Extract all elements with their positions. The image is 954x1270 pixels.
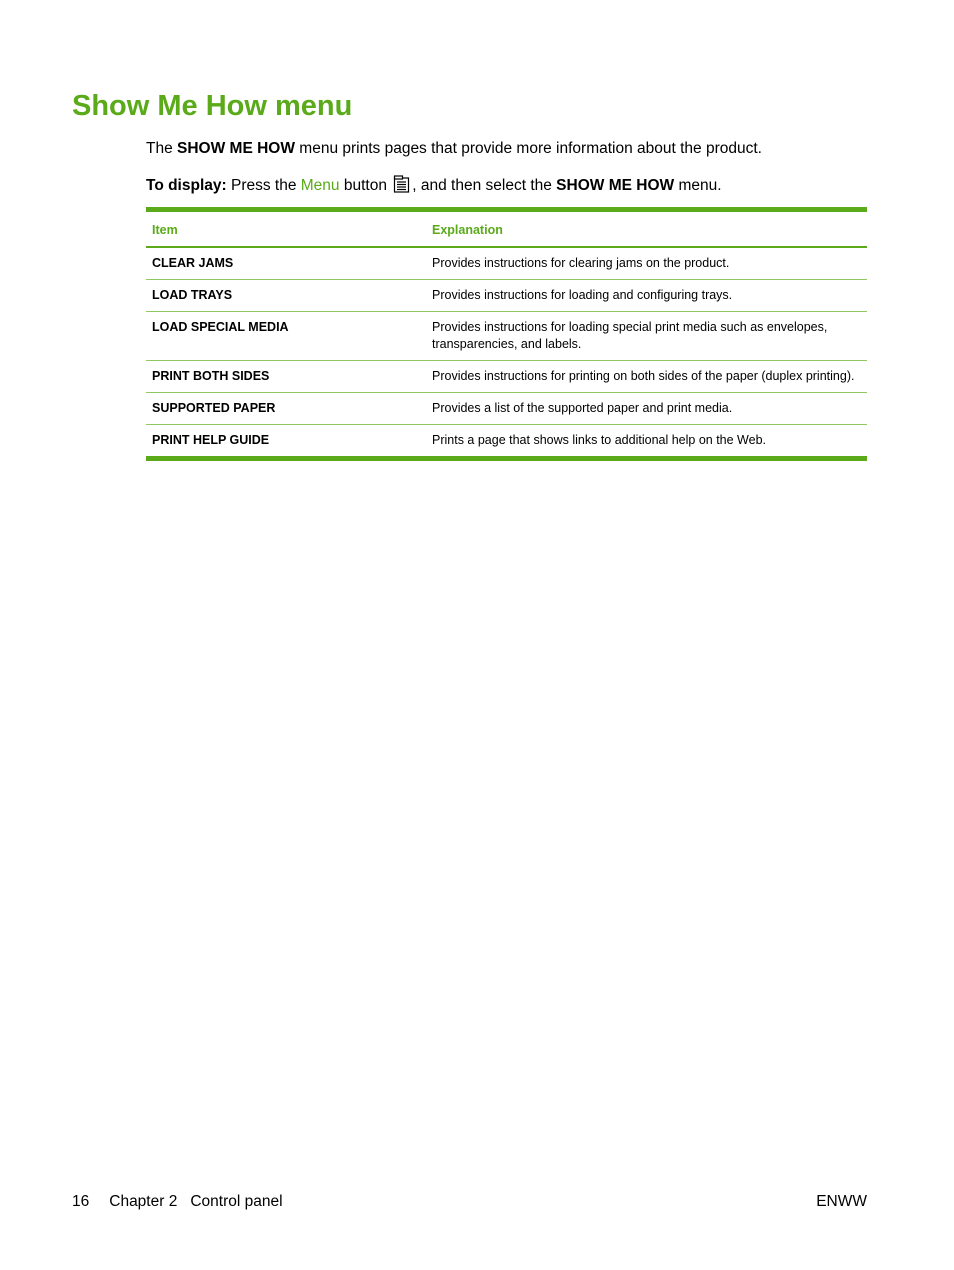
row-item: SUPPORTED PAPER <box>146 393 426 425</box>
row-explanation: Provides instructions for clearing jams on the product. <box>426 247 867 280</box>
row-item: LOAD TRAYS <box>146 280 426 312</box>
table-row <box>146 312 867 361</box>
menu-items-table <box>146 207 867 461</box>
display-text-4: menu. <box>674 177 722 194</box>
footer-section: Control panel <box>190 1193 283 1210</box>
row-item: CLEAR JAMS <box>146 247 426 280</box>
table-row <box>146 393 867 425</box>
table-row <box>146 425 867 459</box>
page-number: 16 <box>72 1193 90 1210</box>
table-row <box>146 247 867 280</box>
display-label: To display: <box>146 177 227 194</box>
footer-chapter: Chapter 2 <box>109 1193 178 1210</box>
column-header-explanation: Explanation <box>432 223 503 237</box>
table-row <box>146 280 867 312</box>
menu-link[interactable]: Menu <box>300 177 340 194</box>
row-explanation: Provides a list of the supported paper and print media. <box>426 393 867 425</box>
table-header-row <box>146 210 867 248</box>
display-menu-name: SHOW ME HOW <box>556 177 675 194</box>
row-explanation: Prints a page that shows links to additional help on the Web. <box>426 425 867 459</box>
menu-button-icon <box>393 175 411 193</box>
page-footer-left <box>72 1193 283 1211</box>
intro-text-2: menu prints pages that provide more information about the product. <box>294 140 762 157</box>
row-explanation: Provides instructions for printing on both sides of the paper (duplex printing). <box>426 361 867 393</box>
page-title: Show Me How menu <box>72 90 353 122</box>
row-explanation: Provides instructions for loading and configuring trays. <box>426 280 867 312</box>
display-text-2: button <box>339 177 392 194</box>
page-footer-right: ENWW <box>816 1193 867 1210</box>
intro-text-1: The <box>146 140 178 157</box>
row-explanation: Provides instructions for loading special print media such as envelopes, transparencies, and labels. <box>426 312 867 361</box>
row-item: LOAD SPECIAL MEDIA <box>146 312 426 361</box>
row-item: PRINT BOTH SIDES <box>146 361 426 393</box>
display-text-3: , and then select the <box>412 177 557 194</box>
table-row <box>146 361 867 393</box>
display-text-1: Press the <box>226 177 301 194</box>
intro-menu-name: SHOW ME HOW <box>177 140 295 157</box>
display-instructions <box>146 175 722 196</box>
row-item: PRINT HELP GUIDE <box>146 425 426 459</box>
column-header-item: Item <box>152 223 178 237</box>
intro-paragraph <box>146 139 762 159</box>
